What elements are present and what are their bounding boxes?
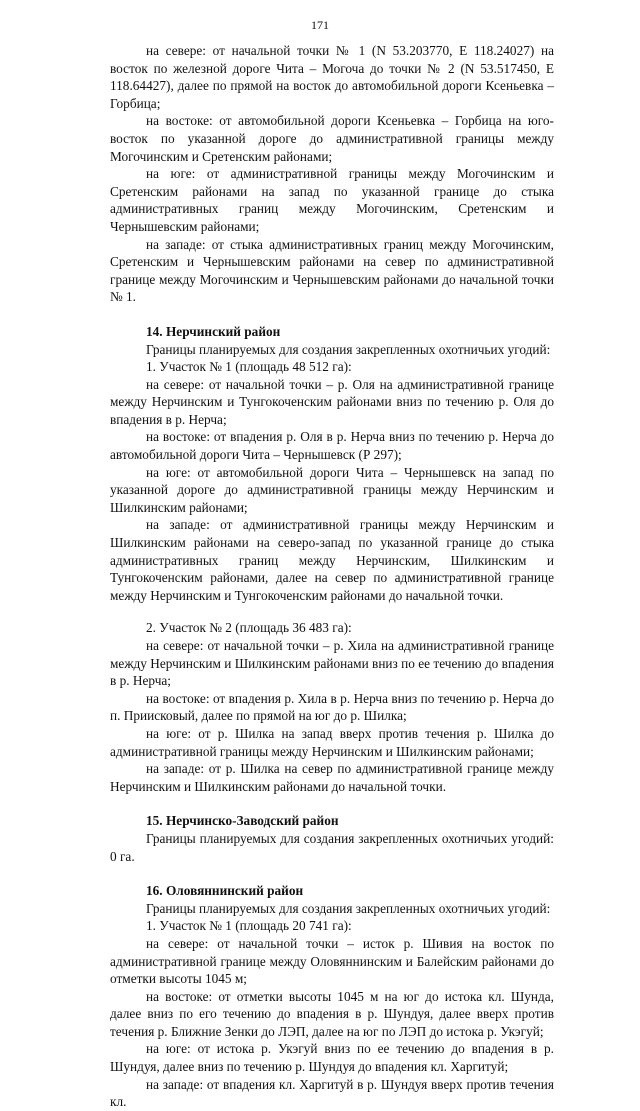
- page-number: 171: [311, 18, 329, 32]
- s14-plot1-east: на востоке: от впадения р. Оля в р. Нерча вниз по течению р. Нерча до автомобильной дороги Чита – Чернышевск (Р 297);: [110, 429, 554, 463]
- intro-east: на востоке: от автомобильной дороги Ксеньевка – Горбица на юго-восток по указанной дороге до административной границы между Могочинским и Сретенским районами;: [110, 113, 554, 164]
- section-16-bounds: Границы планируемых для создания закрепленных охотничьих угодий:: [146, 900, 551, 916]
- spacer: [110, 795, 554, 812]
- section-15-bounds: Границы планируемых для создания закрепленных охотничьих угодий: 0 га.: [110, 830, 554, 864]
- spacer: [110, 604, 554, 619]
- s14-plot2-north: на севере: от начальной точки – р. Хила на административной границе между Нерчинским и Шилкинским районами вниз по ее течению до впадения в р. Нерча;: [110, 638, 554, 689]
- s14-plot1-west: на западе: от административной границы между Нерчинским и Шилкинским районами на северо-запад по указанной границе до стыка административных границ между Нерчинским, Шилкинским и Тунгокоченским районами, далее на север по административной границе между Нерчинским и Тунгокоченским районами до начальной точки.: [110, 517, 554, 603]
- section-16-heading: 16. Оловяннинский район: [146, 883, 304, 899]
- s14-plot1-north: на севере: от начальной точки – р. Оля на административной границе между Нерчинским и Тунгокоченским районами вниз по течению р. Оля до впадения в р. Нерча;: [110, 376, 554, 427]
- s14-plot2-west: на западе: от р. Шилка на север по административной границе между Нерчинским и Шилкинским районами до начальной точки.: [110, 761, 554, 794]
- intro-west: на западе: от стыка административных границ между Могочинским, Сретенским и Чернышевским районами на север по административной границе между Могочинским и Чернышевским районами до начальной точки № 1.: [110, 236, 554, 305]
- s14-plot2-title: 2. Участок № 2 (площадь 36 483 га):: [146, 620, 352, 636]
- s16-plot1-south: на юге: от истока р. Укэгуй вниз по ее течению до впадения в р. Шундуя, далее вниз по течению р. Шундуя до впадения кл. Харгитуй;: [110, 1041, 554, 1075]
- s16-plot1-east: на востоке: от отметки высоты 1045 м на юг до истока кл. Шунда, далее вниз по его течению до впадения в р. Шундуя, далее вверх против течения р. Ближние Зенки до ЛЭП, далее на юг по ЛЭП до истока р. Укэгуй;: [110, 988, 554, 1039]
- s16-plot1-north: на севере: от начальной точки – исток р. Шивия на восток по административной границе между Оловяннинским и Балейским районами до отметки высоты 1045 м;: [110, 935, 554, 987]
- section-14-bounds: Границы планируемых для создания закрепленных охотничьих угодий:: [146, 341, 551, 357]
- section-14-heading: 14. Нерчинский район: [146, 323, 281, 339]
- s16-plot1-title: 1. Участок № 1 (площадь 20 741 га):: [146, 918, 352, 934]
- s14-plot2-east: на востоке: от впадения р. Хила в р. Нерча вниз по течению р. Нерча до п. Приисковый, далее по прямой на юг до р. Шилка;: [110, 690, 554, 724]
- intro-south: на юге: от административной границы между Могочинским и Сретенским районами на запад по указанной границе до стыка административных границ между Могочинским, Сретенским и Чернышевским районами;: [110, 166, 554, 234]
- intro-north: на севере: от начальной точки № 1 (N 53.203770, E 118.24027) на восток по железной дороге Чита – Могоча до точки № 2 (N 53.517450, E 118.64427), далее по прямой на восток до автомобильной дороги Ксеньевка – Горбица;: [110, 43, 554, 111]
- s14-plot1-title: 1. Участок № 1 (площадь 48 512 га):: [146, 359, 352, 375]
- spacer: [110, 306, 554, 323]
- s14-plot1-south: на юге: от автомобильной дороги Чита – Чернышевск на запад по указанной дороге до административной границы между Нерчинским и Шилкинским районами;: [110, 464, 554, 515]
- section-15-heading: 15. Нерчинско-Заводский район: [146, 813, 339, 829]
- s16-plot1-west: на западе: от впадения кл. Харгитуй в р. Шундуя вверх против течения кл.: [110, 1076, 554, 1110]
- document-body: [110, 42, 554, 1111]
- spacer: [110, 865, 554, 882]
- s14-plot2-south: на юге: от р. Шилка на запад вверх против течения р. Шилка до административной границы между Нерчинским и Шилкинским районами;: [110, 725, 554, 759]
